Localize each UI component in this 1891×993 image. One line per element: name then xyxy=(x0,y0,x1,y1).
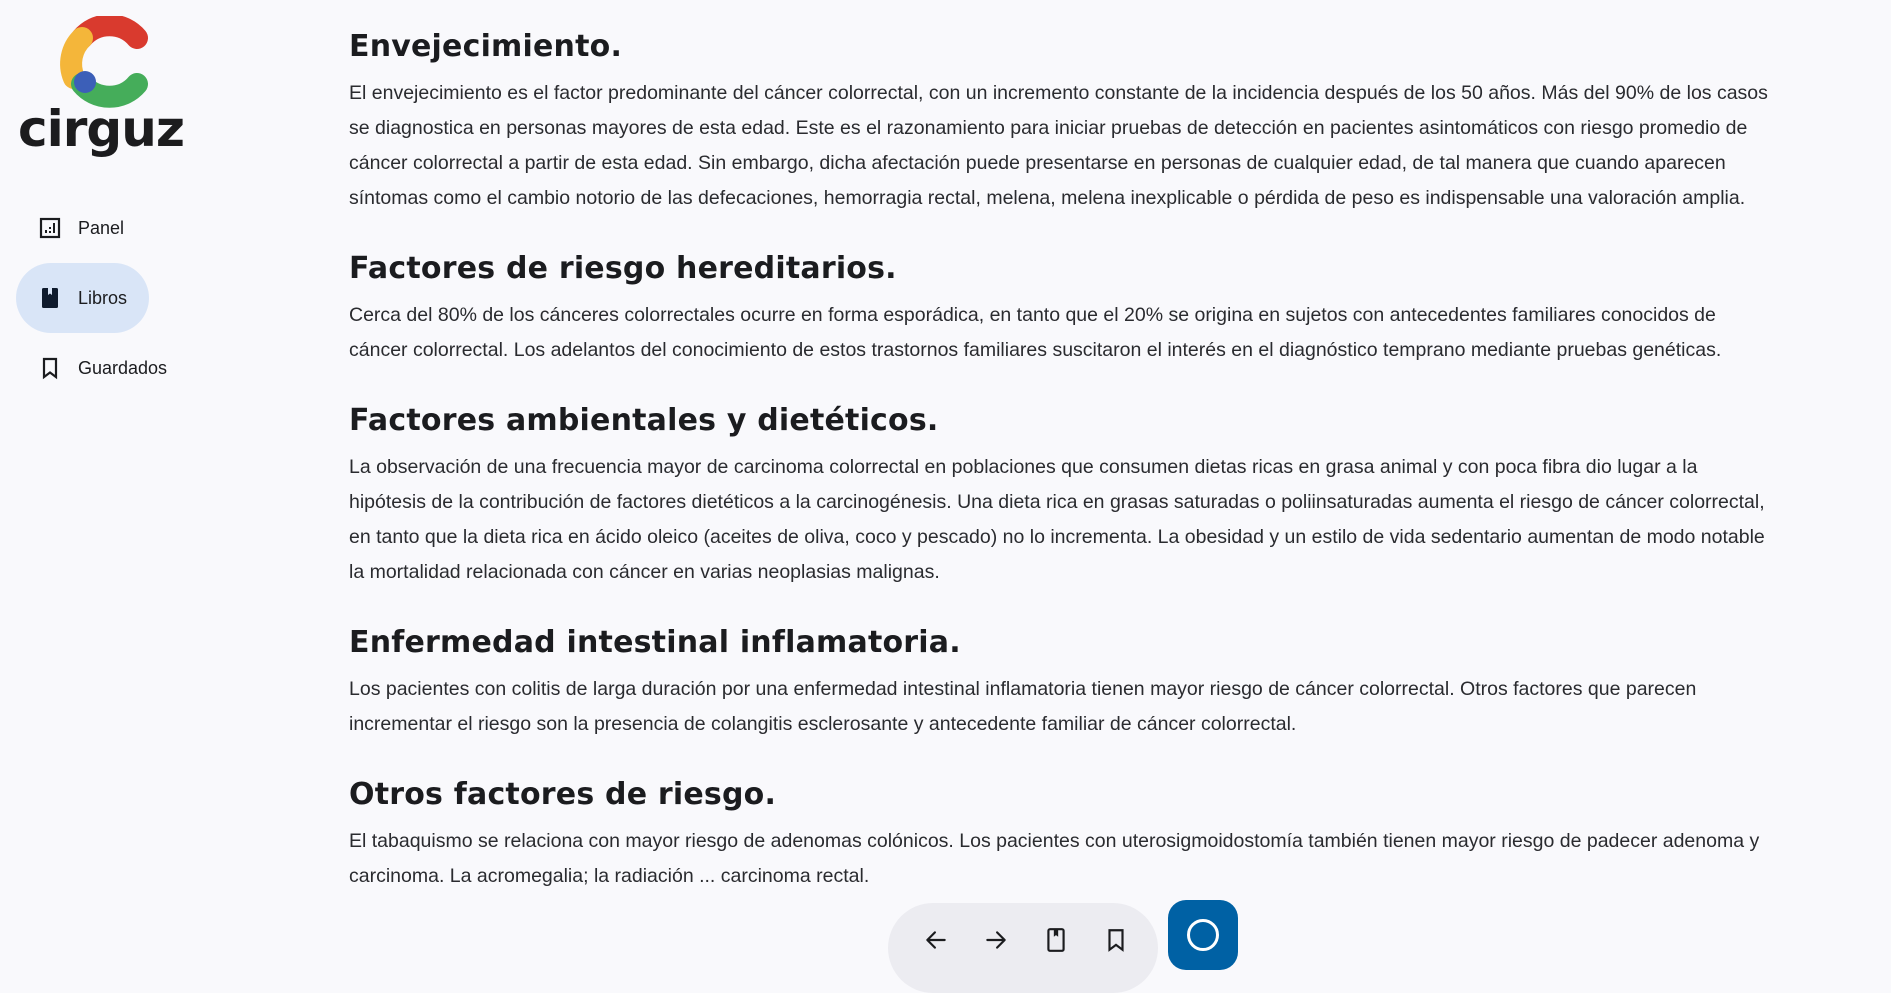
section-inflamatoria xyxy=(349,610,1779,742)
sidebar-item-guardados[interactable] xyxy=(16,333,189,403)
section-heading: Factores de riesgo hereditarios. xyxy=(349,251,897,286)
section-envejecimiento xyxy=(349,14,1779,216)
brand-name: cirguz xyxy=(18,100,184,158)
forward-button[interactable] xyxy=(978,922,1014,958)
section-body: El tabaquismo se relaciona con mayor riesgo de adenomas colónicos. Los pacientes con uterosigmoidostomía también tienen mayor riesgo de padecer adenoma y carcinoma. La acromegalia; la radiación ... carcinoma rectal. xyxy=(349,830,1760,887)
section-otros xyxy=(349,762,1779,894)
section-ambientales xyxy=(349,388,1779,590)
section-heading: Envejecimiento. xyxy=(349,29,623,64)
bookmark-button[interactable] xyxy=(1098,922,1134,958)
sidebar xyxy=(0,0,300,976)
book-button[interactable] xyxy=(1038,922,1074,958)
arrow-left-icon xyxy=(923,927,949,953)
brand-logo[interactable] xyxy=(18,16,184,166)
sidebar-item-label: Guardados xyxy=(78,357,168,378)
section-body: La observación de una frecuencia mayor de carcinoma colorrectal en poblaciones que consumen dietas ricas en grasa animal y con poca fibra dio lugar a la hipótesis de la contribución de factores dietéticos a la carcinogénesis. Una dieta rica en grasas saturadas o poliinsaturadas aumenta el riesgo de cáncer colorrectal, en tanto que la dieta rica en ácido oleico (aceites de oliva, coco y pescado) no lo incrementa. La obesidad y un estilo de vida sedentario aumentan de modo notable la mortalidad relacionada con cáncer en varias neoplasias malignas. xyxy=(349,456,1765,583)
reader-toolbar xyxy=(888,903,1158,993)
sidebar-item-panel[interactable] xyxy=(16,193,146,263)
back-button[interactable] xyxy=(918,922,954,958)
section-body: Cerca del 80% de los cánceres colorrectales ocurre en forma esporádica, en tanto que el 20% se origina en sujetos con antecedentes familiares conocidos de cáncer colorrectal. Los adelantos del conocimiento de estos trastornos familiares suscitaron el interés en el diagnóstico temprano mediante pruebas genéticas. xyxy=(349,304,1722,361)
section-heading: Otros factores de riesgo. xyxy=(349,777,777,812)
sidebar-item-label: Panel xyxy=(78,217,125,238)
section-body: Los pacientes con colitis de larga duración por una enfermedad intestinal inflamatoria tienen mayor riesgo de cáncer colorrectal. Otros factores que parecen incrementar el riesgo son la presencia de colangitis esclerosante y antecedente familiar de cáncer colorrectal. xyxy=(349,678,1697,735)
book-icon xyxy=(38,286,62,310)
section-heading: Factores ambientales y dietéticos. xyxy=(349,403,939,438)
arrow-right-icon xyxy=(983,927,1009,953)
fab-button[interactable] xyxy=(1168,900,1238,970)
bookmark-icon xyxy=(1103,927,1129,953)
section-hereditarios xyxy=(349,236,1779,368)
bookmark-icon xyxy=(38,356,62,380)
logo-mark-icon xyxy=(52,16,152,108)
dashboard-icon xyxy=(38,216,62,240)
sidebar-item-libros[interactable] xyxy=(16,263,149,333)
section-heading: Enfermedad intestinal inflamatoria. xyxy=(349,625,961,660)
sidebar-nav xyxy=(16,193,276,403)
book-outline-icon xyxy=(1043,927,1069,953)
reader-content xyxy=(349,14,1779,914)
section-body: El envejecimiento es el factor predominante del cáncer colorrectal, con un incremento constante de la incidencia después de los 50 años. Más del 90% de los casos se diagnostica en personas mayores de esta edad. Este es el razonamiento para iniciar pruebas de detección en pacientes asintomáticos con riesgo promedio de cáncer colorrectal a partir de esta edad. Sin embargo, dicha afectación puede presentarse en personas de cualquier edad, de tal manera que cuando aparecen síntomas como el cambio notorio de las defecaciones, hemorragia rectal, melena, melena inexplicable o pérdida de peso es indispensable una valoración amplia. xyxy=(349,82,1768,209)
sidebar-item-label: Libros xyxy=(78,287,128,308)
circle-icon xyxy=(1187,919,1219,951)
